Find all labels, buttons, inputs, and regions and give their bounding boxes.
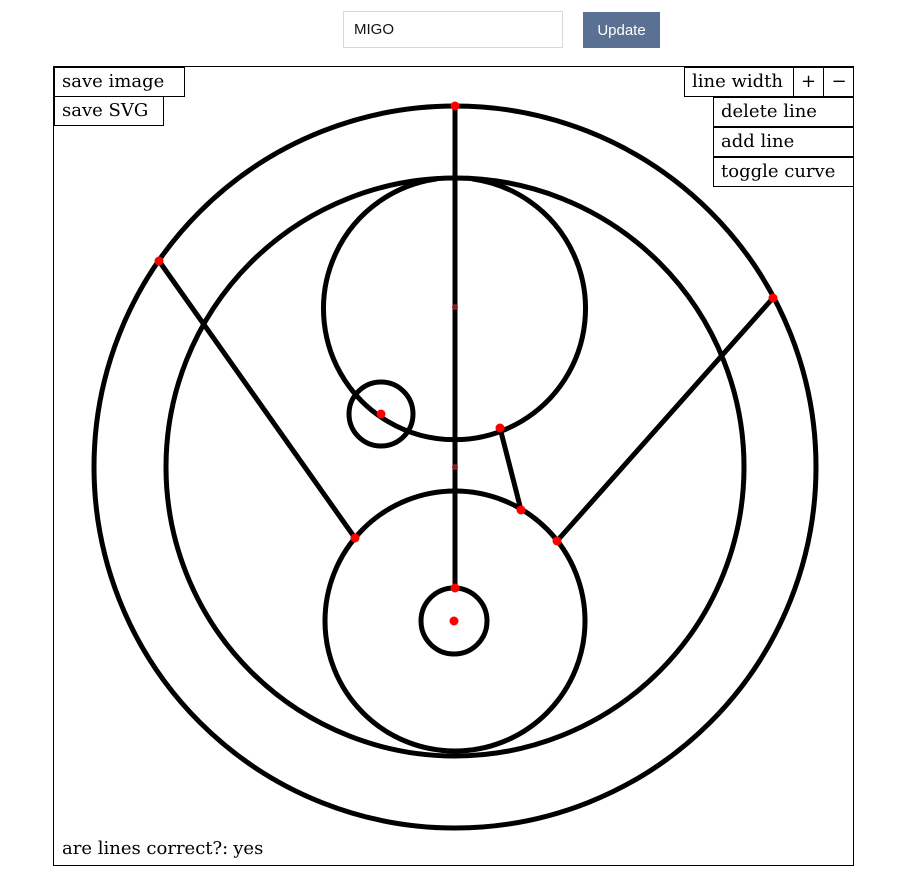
- control-dot[interactable]: [155, 257, 164, 266]
- save-svg-button[interactable]: save SVG: [54, 96, 164, 126]
- line-width-minus-button[interactable]: −: [823, 67, 854, 97]
- line-width-label-button[interactable]: line width: [684, 67, 794, 97]
- save-image-button[interactable]: save image: [54, 67, 185, 97]
- control-dot[interactable]: [769, 294, 778, 303]
- add-line-button[interactable]: add line: [713, 127, 854, 157]
- word-input[interactable]: [343, 11, 563, 48]
- control-dot[interactable]: [450, 617, 459, 626]
- lines-status-label: are lines correct?:: [62, 838, 229, 859]
- delete-line-button[interactable]: delete line: [713, 97, 854, 127]
- lines-status: [62, 838, 268, 859]
- drawing-canvas[interactable]: [53, 66, 854, 866]
- line-width-plus-button[interactable]: +: [793, 67, 824, 97]
- control-dot[interactable]: [377, 410, 386, 419]
- center-dot[interactable]: [452, 464, 458, 470]
- center-dot[interactable]: [452, 304, 458, 310]
- update-button[interactable]: Update: [583, 12, 660, 48]
- control-dot[interactable]: [351, 534, 360, 543]
- control-dot[interactable]: [451, 102, 460, 111]
- control-dot[interactable]: [451, 584, 460, 593]
- lines-status-value: yes: [233, 838, 264, 859]
- control-dot[interactable]: [517, 506, 526, 515]
- control-dot[interactable]: [553, 537, 562, 546]
- toggle-curve-button[interactable]: toggle curve: [713, 157, 854, 187]
- control-dot[interactable]: [496, 424, 505, 433]
